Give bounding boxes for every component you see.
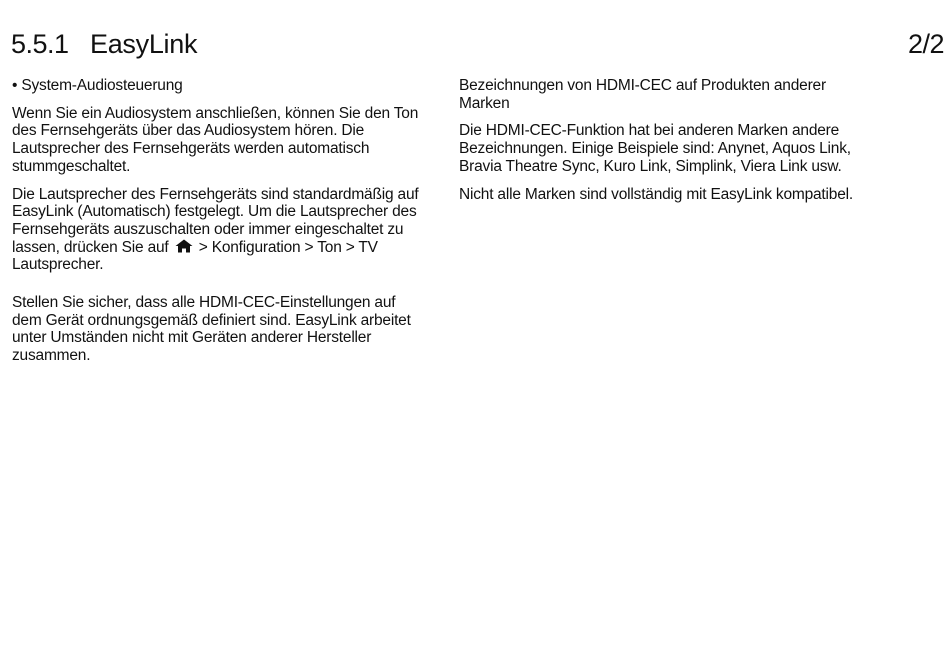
page-indicator: 2/2 [907, 29, 944, 59]
home-icon [175, 239, 193, 253]
paragraph-hdmi-cec-settings: Stellen Sie sicher, dass alle HDMI-CEC-Einstellungen auf dem Gerät ordnungsgemäß definiert sind. EasyLink arbeitet unter Umständen nicht mit Geräten anderer Hersteller zusammen. [12, 294, 411, 365]
paragraph-compatibility: Nicht alle Marken sind vollständig mit EasyLink kompatibel. [459, 185, 853, 203]
paragraph-audio-system: Wenn Sie ein Audiosystem anschließen, können Sie den Ton des Fernsehgeräts über das Audiosystem hören. Die Lautsprecher des Fernsehgeräts werden automatisch stummgeschaltet. [12, 104, 419, 175]
menu-path: > Konfiguration > Ton > TV Lautsprecher. [12, 238, 378, 274]
paragraph-speaker-text: Die Lautsprecher des Fernsehgeräts sind standardmäßig auf EasyLink (Automatisch) festgelegt. Um die Lautsprecher des Fernsehgeräts auszuschalten oder immer eingeschaltet zu lassen, drücken Sie auf [12, 185, 419, 256]
page-title: EasyLink [90, 29, 198, 59]
paragraph-speaker-settings [12, 186, 422, 275]
page-header [11, 27, 944, 63]
right-column [459, 77, 879, 203]
paragraph-brand-names: Die HDMI-CEC-Funktion hat bei anderen Marken andere Bezeichnungen. Einige Beispiele sind: Anynet, Aquos Link, Bravia Theatre Sync, Kuro Link, Simplink, Viera Link usw. [459, 122, 851, 175]
section-number: 5.5.1 [11, 29, 69, 59]
bullet-heading: • System-Audiosteuerung [12, 77, 183, 94]
subheading-hdmi-cec-names: Bezeichnungen von HDMI-CEC auf Produkten anderer Marken [459, 77, 826, 112]
left-column [12, 77, 422, 365]
